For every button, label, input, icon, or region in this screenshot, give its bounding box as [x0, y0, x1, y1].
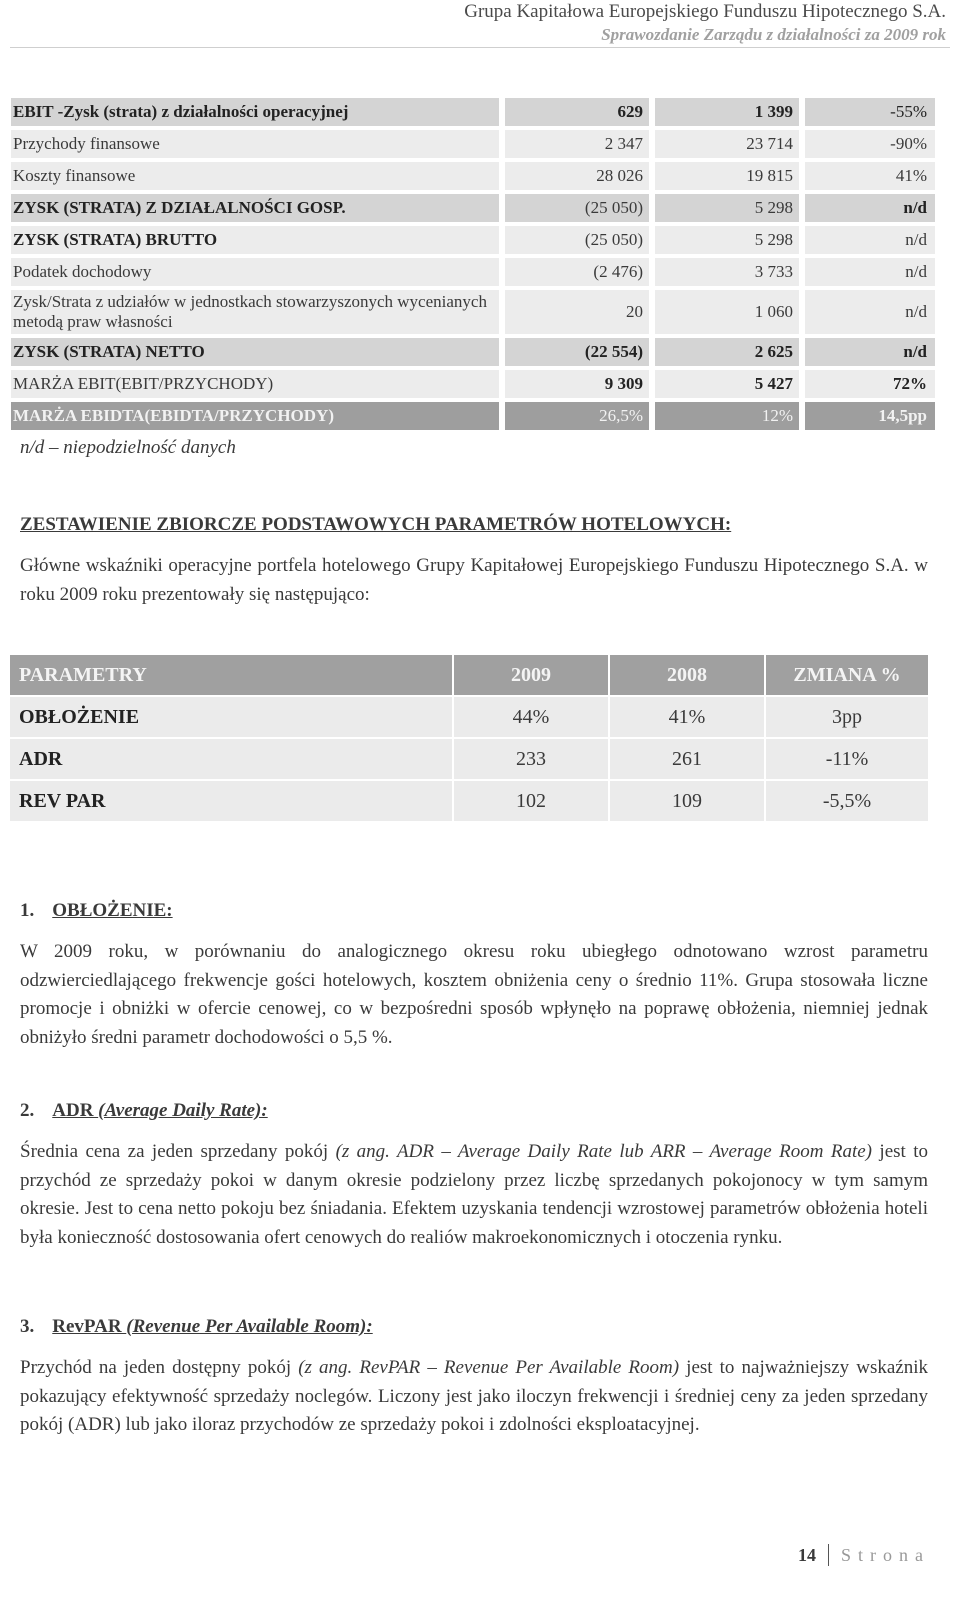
- row-label: EBIT -Zysk (strata) z działalności operacyjnej: [11, 98, 499, 126]
- text-italic: (z ang. ADR – Average Daily Rate lub ARR – Average Room Rate): [335, 1141, 873, 1162]
- section-title: OBŁOŻENIE:: [52, 900, 173, 921]
- param-2008: 109: [610, 781, 764, 821]
- text-part: jest to najważniejszy wskaźnik pokazujący efektywność sprzedaży noclegów. Liczony jest jako iloczyn frekwencji i średniej ceny za jeden sprzedany pokój (ADR) lub jako iloraz przychodów ze sprzedaży pokoi i zdolności eksploatacyjnej.: [20, 1357, 928, 1435]
- header-zmiana: ZMIANA %: [766, 655, 928, 695]
- financial-table: [11, 98, 957, 434]
- row-label: MARŻA EBIDTA(EBIDTA/PRZYCHODY): [11, 402, 499, 430]
- param-name: ADR: [10, 739, 452, 779]
- value-2008: 3 733: [655, 258, 799, 286]
- value-2009: (22 554): [505, 338, 649, 366]
- section-3-text: [20, 1354, 928, 1440]
- value-2008: 1 399: [655, 98, 799, 126]
- table-row: [11, 226, 957, 254]
- value-change: n/d: [805, 226, 935, 254]
- footer-divider: [828, 1544, 829, 1566]
- row-label: Koszty finansowe: [11, 162, 499, 190]
- text-part: jest to przychód ze sprzedaży pokoi w danym okresie podzielony przez liczbę sprzedanych pokojonocy w tym samym okresie. Jest to cena netto pokoju bez śniadania. Efektem uzyskania tendencji wzrostowej parametrów obłożenia hoteli była konieczność dostosowania ofert cenowych do realiów makroekonomicznych i otoczenia rynku.: [20, 1141, 928, 1248]
- text-part: Przychód na jeden dostępny pokój: [20, 1357, 299, 1378]
- value-change: 41%: [805, 162, 935, 190]
- section-1-heading: [20, 900, 173, 922]
- table-row: [11, 162, 957, 190]
- page-header: [464, 0, 946, 46]
- value-change: n/d: [805, 194, 935, 222]
- section-number: 3.: [20, 1316, 35, 1337]
- row-label: Przychody finansowe: [11, 130, 499, 158]
- param-2009: 44%: [454, 697, 608, 737]
- value-2009: 20: [505, 290, 649, 334]
- param-name: OBŁOŻENIE: [10, 697, 452, 737]
- value-2009: 28 026: [505, 162, 649, 190]
- value-2008: 19 815: [655, 162, 799, 190]
- section-number: 1.: [20, 900, 35, 921]
- param-2008: 41%: [610, 697, 764, 737]
- page-number: 14: [798, 1544, 816, 1565]
- table-row: [11, 258, 957, 286]
- value-2009: 26,5%: [505, 402, 649, 430]
- row-label: MARŻA EBIT(EBIT/PRZYCHODY): [11, 370, 499, 398]
- header-report-title: Sprawozdanie Zarządu z działalności za 2009 rok: [601, 25, 946, 44]
- value-2008: 5 298: [655, 226, 799, 254]
- table-row: [10, 781, 928, 821]
- header-company: Grupa Kapitałowa Europejskiego Funduszu Hipotecznego S.A.: [464, 1, 946, 22]
- title-italic: (Revenue Per Available Room):: [126, 1316, 373, 1337]
- text-part: Średnia cena za jeden sprzedany pokój: [20, 1141, 336, 1162]
- title-main: ADR: [52, 1100, 99, 1121]
- table-header-row: [10, 655, 928, 695]
- value-2009: (25 050): [505, 194, 649, 222]
- param-change: 3pp: [766, 697, 928, 737]
- header-2009: 2009: [454, 655, 608, 695]
- header-divider: [10, 47, 950, 48]
- value-2009: 9 309: [505, 370, 649, 398]
- parameters-table: [10, 655, 928, 823]
- section-title: [52, 1316, 372, 1337]
- value-change: -90%: [805, 130, 935, 158]
- table-row: [10, 697, 928, 737]
- value-2009: 629: [505, 98, 649, 126]
- value-change: n/d: [805, 258, 935, 286]
- section-title: [52, 1100, 267, 1121]
- page-label: Strona: [841, 1544, 930, 1565]
- table-row: [11, 338, 957, 366]
- value-change: -55%: [805, 98, 935, 126]
- table-row: [11, 370, 957, 398]
- value-2009: (25 050): [505, 226, 649, 254]
- param-2009: 102: [454, 781, 608, 821]
- param-name: REV PAR: [10, 781, 452, 821]
- param-2009: 233: [454, 739, 608, 779]
- value-2008: 12%: [655, 402, 799, 430]
- section-2-text: [20, 1138, 928, 1252]
- intro-paragraph: Główne wskaźniki operacyjne portfela hotelowego Grupy Kapitałowej Europejskiego Funduszu Hipotecznego S.A. w roku 2009 roku prezentowały się następująco:: [20, 555, 928, 605]
- table-footnote: n/d – niepodzielność danych: [20, 437, 236, 458]
- value-2008: 5 427: [655, 370, 799, 398]
- table-row: [11, 402, 957, 430]
- table-row: [11, 290, 957, 334]
- text-italic: (z ang. RevPAR – Revenue Per Available Room): [298, 1357, 680, 1378]
- table-row: [10, 739, 928, 779]
- value-2008: 2 625: [655, 338, 799, 366]
- param-2008: 261: [610, 739, 764, 779]
- value-2008: 1 060: [655, 290, 799, 334]
- value-change: 72%: [805, 370, 935, 398]
- row-label: Podatek dochodowy: [11, 258, 499, 286]
- value-2009: (2 476): [505, 258, 649, 286]
- value-change: n/d: [805, 338, 935, 366]
- title-main: RevPAR: [52, 1316, 127, 1337]
- value-change: 14,5pp: [805, 402, 935, 430]
- table-row: [11, 130, 957, 158]
- value-change: n/d: [805, 290, 935, 334]
- page-footer: [798, 1544, 930, 1566]
- value-2009: 2 347: [505, 130, 649, 158]
- value-2008: 5 298: [655, 194, 799, 222]
- row-label: ZYSK (STRATA) NETTO: [11, 338, 499, 366]
- title-italic: (Average Daily Rate):: [98, 1100, 268, 1121]
- section-3-heading: [20, 1316, 373, 1338]
- section-1-text: W 2009 roku, w porównaniu do analogicznego okresu roku ubiegłego odnotowano wzrost parametru odzwierciedlającego frekwencje gości hotelowych, kosztem obniżenia ceny o średnio 11%. Grupa stosowała liczne promocje i obniżki w ofercie cenowej, co w bezpośredni sposób wpłynęło na poprawę obłożenia, niemniej jednak obniżyło średni parametr dochodowości o 5,5 %.: [20, 941, 928, 1048]
- table-row: [11, 98, 957, 126]
- table-row: [11, 194, 957, 222]
- header-parametry: PARAMETRY: [10, 655, 452, 695]
- row-label: Zysk/Strata z udziałów w jednostkach stowarzyszonych wycenianych metodą praw własności: [11, 290, 499, 334]
- param-change: -5,5%: [766, 781, 928, 821]
- value-2008: 23 714: [655, 130, 799, 158]
- header-2008: 2008: [610, 655, 764, 695]
- param-change: -11%: [766, 739, 928, 779]
- row-label: ZYSK (STRATA) BRUTTO: [11, 226, 499, 254]
- section-2-heading: [20, 1100, 268, 1122]
- section-number: 2.: [20, 1100, 35, 1121]
- section-title: ZESTAWIENIE ZBIORCZE PODSTAWOWYCH PARAMETRÓW HOTELOWYCH:: [20, 514, 732, 535]
- row-label: ZYSK (STRATA) Z DZIAŁALNOŚCI GOSP.: [11, 194, 499, 222]
